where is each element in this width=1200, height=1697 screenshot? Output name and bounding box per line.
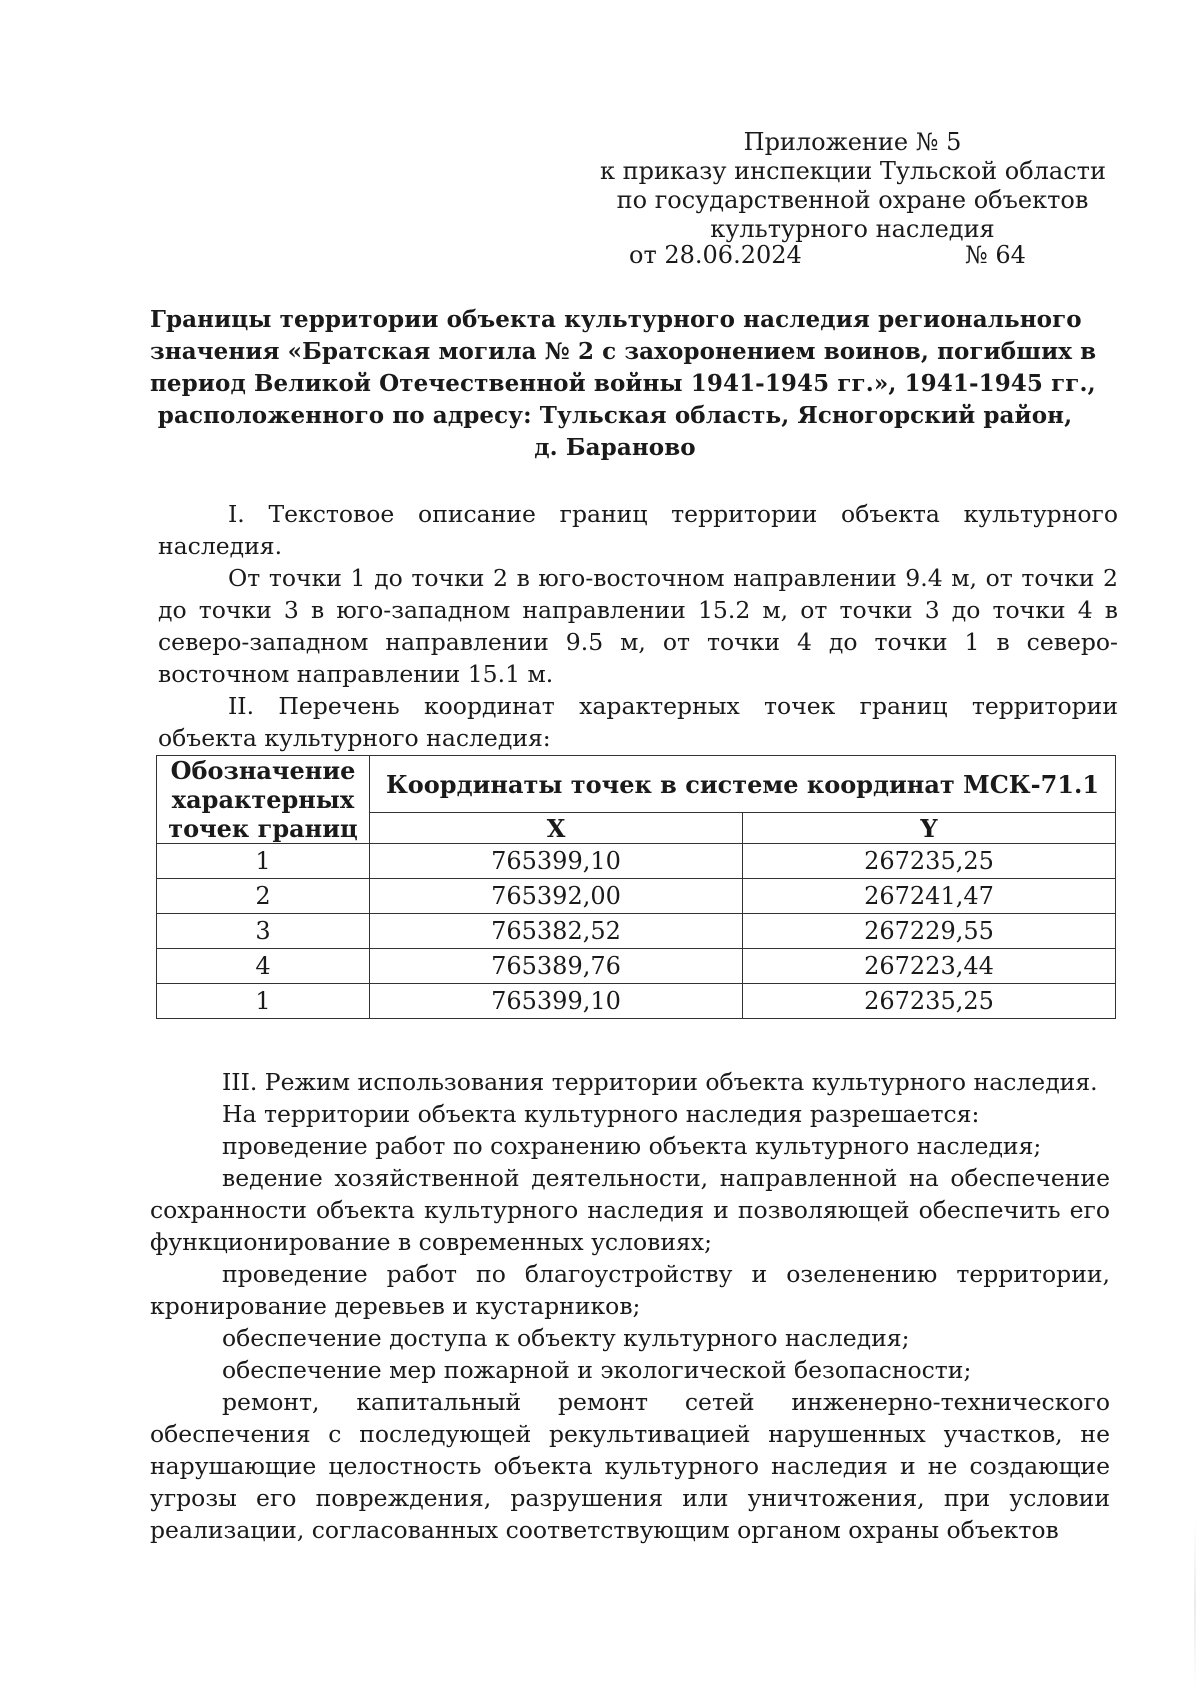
table-row: [157, 949, 1116, 984]
x-cell: 765399,10: [370, 984, 743, 1019]
title-line: период Великой Отечественной войны 1941-1945 гг.», 1941-1945 гг.,: [150, 370, 1096, 397]
list-item: проведение работ по благоустройству и озеленению территории, кронирование деревьев и кустарников;: [150, 1260, 1110, 1320]
table-row: [157, 844, 1116, 879]
table-row: [157, 914, 1116, 949]
order-date: от 28.06.2024: [629, 241, 802, 269]
title-line: расположенного по адресу: Тульская область, Ясногорский район,: [157, 402, 1073, 429]
section-1-heading: I. Текстовое описание границ территории объекта культурного наследия.: [158, 500, 1118, 560]
x-cell: 765389,76: [370, 949, 743, 984]
y-cell: 267235,25: [743, 844, 1116, 879]
document-title: [150, 304, 1097, 464]
table-row: [157, 984, 1116, 1019]
y-cell: 267229,55: [743, 914, 1116, 949]
coordinates-header: Координаты точек в системе координат МСК-71.1: [370, 756, 1116, 813]
coordinates-table: [156, 755, 1116, 1019]
point-cell: 3: [157, 914, 370, 949]
appendix-line: культурного наследия: [710, 215, 995, 243]
x-header: X: [370, 813, 743, 844]
y-cell: 267235,25: [743, 984, 1116, 1019]
section-2-heading: II. Перечень координат характерных точек границ территории объекта культурного наследия:: [158, 692, 1118, 752]
title-line: Границы территории объекта культурного наследия регионального: [150, 306, 1082, 333]
list-item: обеспечение мер пожарной и экологической безопасности;: [222, 1356, 972, 1384]
y-cell: 267241,47: [743, 879, 1116, 914]
appendix-line: Приложение № 5: [743, 128, 962, 156]
list-item: ведение хозяйственной деятельности, направленной на обеспечение сохранности объекта культурного наследия и позволяющей обеспечить его функционирование в современных условиях;: [150, 1164, 1110, 1256]
section-3-heading: III. Режим использования территории объекта культурного наследия.: [222, 1068, 1098, 1096]
y-cell: 267223,44: [743, 949, 1116, 984]
point-cell: 1: [157, 984, 370, 1019]
section-1-and-2: [158, 498, 1118, 754]
appendix-line: к приказу инспекции Тульской области: [600, 157, 1106, 185]
list-item: ремонт, капитальный ремонт сетей инженерно-технического обеспечения с последующей рекультивацией нарушенных участков, не нарушающие целостность объекта культурного наследия и не создающие угрозы его повреждения, разрушения или уничтожения, при условии реализации, согласованных соответствующим органом охраны объектов: [150, 1388, 1110, 1544]
section-3: [150, 1066, 1110, 1546]
x-cell: 765399,10: [370, 844, 743, 879]
section-1-text: От точки 1 до точки 2 в юго-восточном направлении 9.4 м, от точки 2 до точки 3 в юго-западном направлении 15.2 м, от точки 3 до точки 4 в северо-западном направлении 9.5 м, от точки 4 до точки 1 в северо-восточном направлении 15.1 м.: [158, 564, 1118, 688]
title-line: д. Бараново: [534, 434, 696, 461]
title-line: значения «Братская могила № 2 с захоронением воинов, погибших в: [150, 338, 1097, 365]
table-row: [157, 879, 1116, 914]
point-cell: 2: [157, 879, 370, 914]
order-number: № 64: [965, 241, 1026, 269]
x-cell: 765392,00: [370, 879, 743, 914]
y-header: Y: [743, 813, 1116, 844]
list-item: проведение работ по сохранению объекта культурного наследия;: [222, 1132, 1042, 1160]
point-cell: 1: [157, 844, 370, 879]
point-cell: 4: [157, 949, 370, 984]
section-3-intro: На территории объекта культурного наследия разрешается:: [222, 1100, 980, 1128]
appendix-line: по государственной охране объектов: [616, 186, 1089, 214]
scan-edge-shadow: [1194, 1520, 1196, 1690]
x-cell: 765382,52: [370, 914, 743, 949]
appendix-header: [600, 128, 1105, 244]
list-item: обеспечение доступа к объекту культурного наследия;: [222, 1324, 910, 1352]
point-label-header: Обозначение характерных точек границ: [157, 756, 370, 844]
